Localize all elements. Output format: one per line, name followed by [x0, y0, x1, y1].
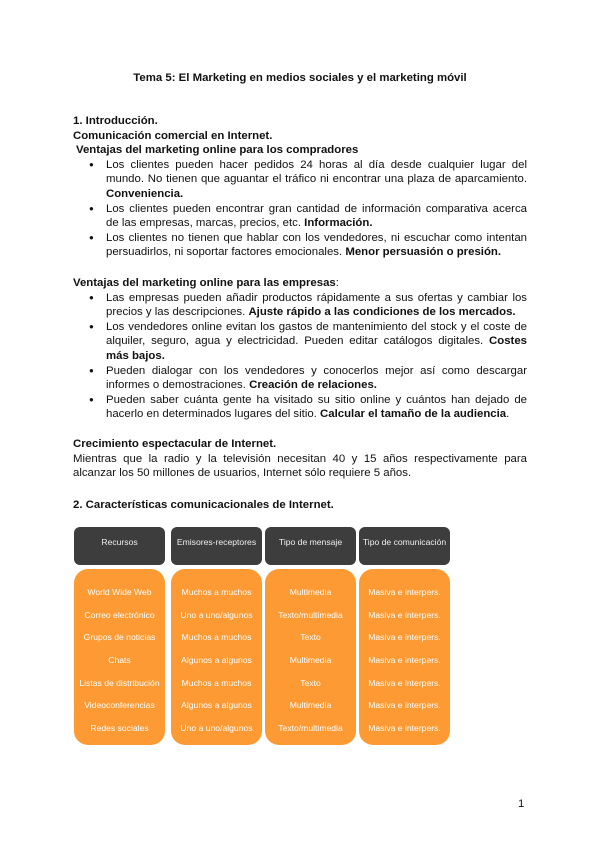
- list-item: [106, 364, 527, 393]
- table-cell: Grupos de noticias: [83, 632, 156, 643]
- table-cell: Masiva e interpers.: [368, 655, 441, 666]
- table-column: [359, 527, 450, 745]
- item-text: Pueden saber cuánta gente ha visitado su sitio online y cuántos han dejado de hacerlo en determinados lugares del sitio.: [106, 393, 527, 421]
- table-cell: Algunos a algunos: [181, 655, 252, 666]
- section-heading: 2. Características comunicacionales de Internet.: [73, 499, 334, 511]
- table-cell: Masiva e interpers.: [368, 609, 441, 620]
- item-text: Los vendedores online evitan los gastos de mantenimiento del stock y el coste de alquiler, seguro, agua y electricidad. Pueden editar catálogos digitales.: [106, 320, 527, 348]
- item-text: Los clientes no tienen que hablar con los vendedores, ni escuchar como intentan persuadirlos, ni soportar factores emocionales.: [106, 231, 527, 259]
- subheading: Comunicación comercial en Internet.: [73, 129, 273, 142]
- table-cell: Redes sociales: [90, 723, 149, 734]
- table-cell: Multimedia: [289, 587, 332, 597]
- table-cell: Texto/multimedia: [278, 609, 343, 620]
- table-cell: Masiva e interpers.: [368, 700, 441, 711]
- table-cell: Texto: [300, 632, 321, 643]
- column-header: Tipo de mensaje: [265, 527, 356, 565]
- item-keyword: Conveniencia.: [106, 187, 184, 200]
- table-cell: Muchos a muchos: [181, 632, 252, 643]
- firms-list: [73, 291, 527, 422]
- subheading: Ventajas del marketing online para los compradores: [76, 144, 359, 157]
- table-cell: Listas de distribución: [79, 677, 160, 688]
- table-cell: Uno a uno/algunos: [180, 609, 253, 620]
- column-body: [359, 569, 450, 745]
- column-body: [74, 569, 165, 745]
- list-item: [106, 202, 527, 231]
- item-text: Los clientes pueden hacer pedidos 24 horas al día desde cualquier lugar del mundo. No tienen que aguantar el tráfico ni encontrar una plaza de aparcamiento.: [106, 158, 527, 186]
- column-body: [265, 569, 356, 745]
- table-cell: World Wide Web: [87, 587, 152, 597]
- table-cell: Masiva e interpers.: [368, 677, 441, 688]
- column-header: Recursos: [74, 527, 165, 565]
- table-column: [74, 527, 165, 745]
- table-column: [171, 527, 262, 745]
- column-header: Tipo de comunicación: [359, 527, 450, 565]
- table-cell: Chats: [108, 655, 131, 666]
- item-keyword: Menor persuasión o presión.: [345, 246, 502, 259]
- paragraph: Mientras que la radio y la televisión necesitan 40 y 15 años respectivamente para alcanzar los 50 millones de usuarios, Internet sólo requiere 5 años.: [73, 452, 527, 480]
- section-introduction: [73, 114, 527, 260]
- item-text: Pueden dialogar con los vendedores y conocerlos mejor así como descargar informes o demostraciones.: [106, 364, 527, 392]
- list-item: [106, 158, 527, 202]
- list-item: [106, 393, 527, 422]
- item-keyword: Ajuste rápido a las condiciones de los mercados.: [248, 306, 516, 319]
- section-growth: [73, 437, 527, 481]
- table-cell: Videoconferencias: [84, 700, 155, 711]
- table-cell: Masiva e interpers.: [368, 632, 441, 643]
- buyers-list: [73, 158, 527, 260]
- item-keyword: Calcular el tamaño de la audiencia: [320, 408, 507, 421]
- table-column: [265, 527, 356, 745]
- table-cell: Masiva e interpers.: [368, 723, 441, 734]
- section-heading: 1. Introducción.: [73, 115, 158, 127]
- column-header: Emisores-receptores: [171, 527, 262, 565]
- item-tail: .: [506, 408, 510, 421]
- document-title: Tema 5: El Marketing en medios sociales y el marketing móvil: [133, 72, 467, 84]
- list-item: [106, 291, 527, 320]
- item-keyword: Creación de relaciones.: [249, 379, 377, 392]
- table-cell: Algunos a algunos: [181, 700, 252, 711]
- table-cell: Texto: [300, 677, 321, 688]
- item-text: Los clientes pueden encontrar gran cantidad de información comparativa acerca de las empresas, marcas, precios, etc.: [106, 202, 527, 230]
- table-cell: Multimedia: [289, 655, 332, 666]
- item-keyword: Costes más bajos.: [106, 335, 527, 362]
- table-cell: Muchos a muchos: [181, 587, 252, 597]
- table-cell: Masiva e interpers.: [368, 587, 441, 597]
- table-cell: Correo electrónico: [84, 609, 155, 620]
- column-body: [171, 569, 262, 745]
- section-characteristics: [73, 498, 527, 513]
- colon: :: [335, 277, 339, 289]
- subheading: Crecimiento espectacular de Internet.: [73, 438, 277, 450]
- item-keyword: Información.: [304, 217, 373, 230]
- characteristics-table: [74, 527, 452, 745]
- page-number: 1: [518, 798, 525, 810]
- table-cell: Uno a uno/algunos: [180, 723, 253, 734]
- list-item: [106, 320, 527, 364]
- list-item: [106, 231, 527, 260]
- table-cell: Texto/multimedia: [278, 723, 343, 734]
- subheading: Ventajas del marketing online para las empresas: [73, 277, 336, 289]
- table-cell: Multimedia: [289, 700, 332, 711]
- item-text: Las empresas pueden añadir productos rápidamente a sus ofertas y cambiar los precios y las descripciones.: [106, 291, 527, 319]
- table-cell: Muchos a muchos: [181, 677, 252, 688]
- section-firms: [73, 276, 527, 422]
